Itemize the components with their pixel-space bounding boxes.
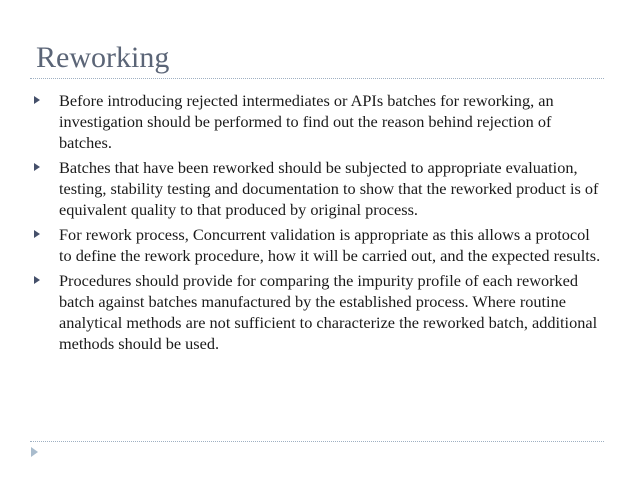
bullet-list: [32, 90, 604, 358]
triangle-bullet-icon: [34, 163, 40, 171]
bullet-item: [32, 224, 604, 266]
bullet-text: For rework process, Concurrent validation is appropriate as this allows a protocol to define the rework procedure, how it will be carried out, and the expected results.: [59, 225, 601, 265]
bullet-text: Procedures should provide for comparing the impurity profile of each reworked batch against batches manufactured by the established process. Where routine analytical methods are not sufficient to characterize the reworked batch, additional methods should be used.: [59, 271, 598, 353]
bullet-item: [32, 270, 604, 354]
bullet-item: [32, 90, 604, 153]
slide-title: Reworking: [36, 41, 170, 74]
triangle-bullet-icon: [34, 96, 40, 104]
corner-arrow-icon: [31, 447, 38, 457]
footer-divider: [30, 441, 604, 442]
bullet-item: [32, 157, 604, 220]
title-divider: [30, 78, 604, 79]
bullet-text: Batches that have been reworked should be subjected to appropriate evaluation, testing, stability testing and documentation to show that the reworked product is of equivalent quality to that produced by original process.: [59, 158, 599, 219]
triangle-bullet-icon: [34, 230, 40, 238]
triangle-bullet-icon: [34, 276, 40, 284]
bullet-text: Before introducing rejected intermediates or APIs batches for reworking, an investigation should be performed to find out the reason behind rejection of batches.: [59, 91, 554, 152]
